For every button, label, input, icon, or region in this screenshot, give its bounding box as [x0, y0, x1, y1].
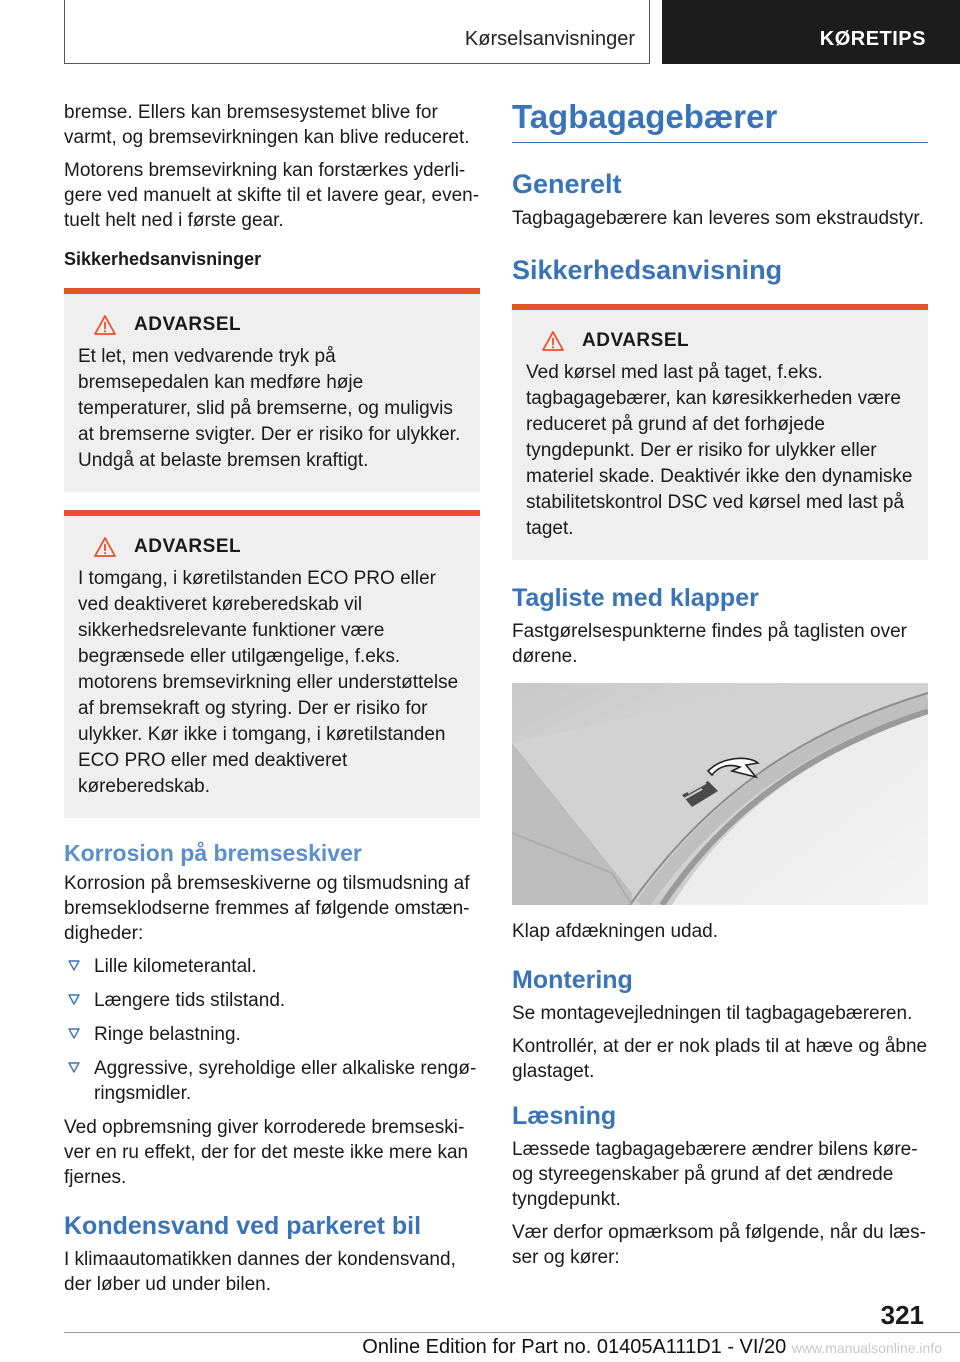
warning-title-row	[78, 536, 466, 558]
header-chapter-title: KØRETIPS	[819, 28, 926, 50]
warning-text: I tomgang, i køretilstanden ECO PRO eller ved deaktiveret køreberedskab vil sikkerhedsrelevante funktioner være begrænsede eller utilgængelige, f.eks. motorens bremsevirkning eller understøttelse af bremsekraft og styring. Der er risiko for ulykker. Kør ikke i tomgang, i køretilstanden ECO PRO eller med deaktiveret køreberedskab.	[78, 568, 459, 797]
roof-rail-text: Fastgørelsespunkterne findes på taglisten over dørene.	[512, 621, 907, 667]
general-text: Tagbagagebærere kan leveres som ekstraudstyr.	[512, 208, 924, 229]
paragraph: bremse. Ellers kan bremsesystemet blive for varmt, og bremsevirkningen kan blive reduceret.	[64, 102, 470, 148]
loading-heading: Læsning	[512, 1102, 617, 1130]
loading-text: Vær derfor opmærksom på følgende, når du læsser og kører:	[512, 1222, 926, 1268]
photo-caption: Klap afdækningen udad.	[512, 921, 718, 942]
list-item	[64, 954, 480, 979]
watermark: www.manualsonline.info	[791, 1340, 942, 1356]
mounting-text: Se montagevejledningen til tagbagagebæreren.	[512, 1003, 913, 1024]
mounting-heading: Montering	[512, 966, 633, 994]
list-item-text: Ringe belastning.	[94, 1024, 241, 1045]
warning-title: ADVARSEL	[134, 314, 242, 335]
triangle-bullet-icon	[68, 1028, 80, 1040]
warning-triangle-icon	[542, 331, 564, 351]
corrosion-intro: Korrosion på bremseskiverne og tilsmudsning af bremseklodserne fremmes af følgende omstændigheder:	[64, 873, 470, 944]
list-item	[64, 1022, 480, 1047]
triangle-bullet-icon	[68, 994, 80, 1006]
header-chapter-tab	[662, 0, 960, 64]
header-section-title: Kørselsanvisninger	[464, 28, 635, 50]
warning-box	[64, 510, 480, 818]
loading-text: Læssede tagbagagebærere ændrer bilens køreog styreegenskaber på grund af det ændrede tyngdepunkt.	[512, 1139, 918, 1210]
corrosion-outro: Ved opbremsning giver korroderede bremseskiver en ru effekt, der for det meste ikke mere kan fjernes.	[64, 1117, 469, 1188]
corrosion-heading: Korrosion på bremseskiver	[64, 840, 362, 866]
left-column	[64, 100, 480, 1305]
warning-box	[64, 288, 480, 492]
warning-text: Ved kørsel med last på taget, f.eks. tagbagagebærer, kan køresikkerheden være reduceret på grund af det forhøjede tyngdepunkt. Der er risiko for ulykker eller materiel skade. Deaktivér ikke den dynamiske stabilitetskontrol DSC ved kørsel med last på taget.	[526, 362, 913, 539]
warning-box	[512, 304, 928, 560]
page-title: Tagbagagebærer	[512, 98, 928, 143]
warning-triangle-icon	[94, 537, 116, 557]
triangle-bullet-icon	[68, 960, 80, 972]
condensation-heading: Kondensvand ved parkeret bil	[64, 1212, 422, 1240]
warning-title: ADVARSEL	[134, 536, 242, 557]
paragraph: Motorens bremsevirkning kan forstærkes yderligere ved manuelt at skifte til et lavere gear, eventuelt helt ned i første gear.	[64, 160, 480, 231]
warning-title-row	[78, 314, 466, 336]
warning-triangle-icon	[94, 315, 116, 335]
corrosion-list	[64, 954, 480, 1106]
roof-rail-flap-photo	[512, 683, 928, 905]
list-item	[64, 1056, 480, 1106]
list-item-text: Aggressive, syreholdige eller alkaliske rengøringsmidler.	[94, 1058, 477, 1104]
safety-heading: Sikkerhedsanvisninger	[64, 249, 262, 269]
roof-rail-heading: Tagliste med klapper	[512, 584, 759, 612]
right-column	[512, 98, 928, 1278]
list-item-text: Lille kilometerantal.	[94, 956, 257, 977]
list-item-text: Længere tids stilstand.	[94, 990, 286, 1011]
condensation-text: I klimaautomatikken dannes der kondensvand, der løber ud under bilen.	[64, 1249, 456, 1295]
general-heading: Generelt	[512, 169, 622, 199]
warning-text: Et let, men vedvarende tryk på bremsepedalen kan medføre høje temperaturer, slid på bremserne, og muligvis at bremserne svigter. Der er risiko for ulykker. Undgå at belaste bremsen kraftigt.	[78, 346, 461, 471]
header-section-tab	[64, 0, 650, 64]
warning-title: ADVARSEL	[582, 330, 690, 351]
list-item	[64, 988, 480, 1013]
footer-divider	[64, 1332, 960, 1333]
page-number: 321	[880, 1300, 924, 1330]
footer-edition: Online Edition for Part no. 01405A111D1 - VI/20 www.manualsonline.info	[362, 1336, 942, 1358]
warning-title-row	[526, 330, 914, 352]
triangle-bullet-icon	[68, 1062, 80, 1074]
safety-notice-heading: Sikkerhedsanvisning	[512, 255, 783, 285]
mounting-text: Kontrollér, at der er nok plads til at hæve og åbne glastaget.	[512, 1036, 928, 1082]
